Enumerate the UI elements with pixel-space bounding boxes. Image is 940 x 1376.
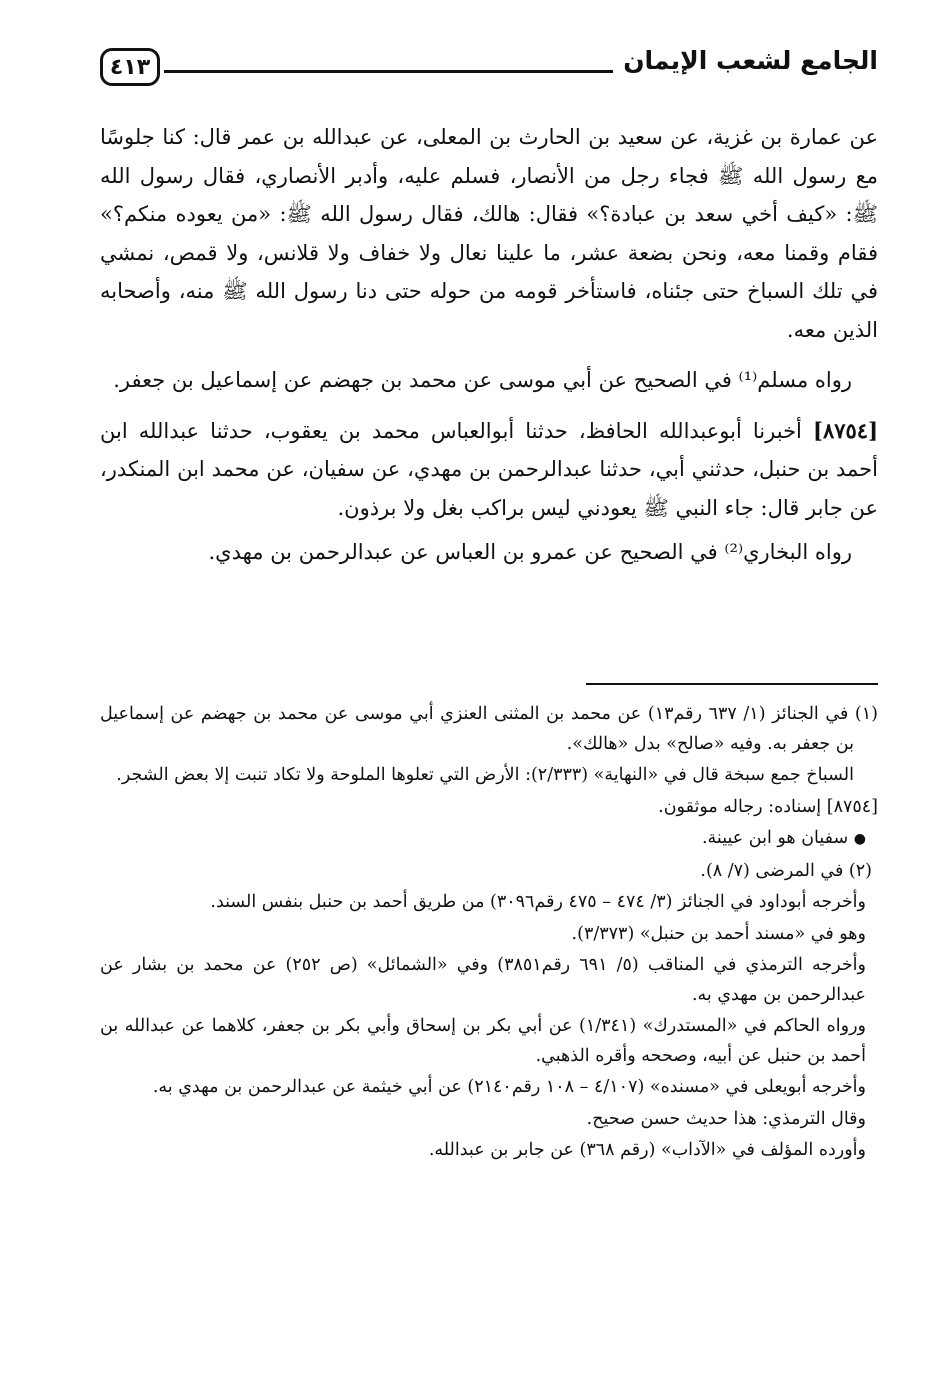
hadith-number: [٨٧٥٤] <box>813 417 878 443</box>
narration-source-paragraph-2: رواه البخاري⁽²⁾ في الصحيح عن عمرو بن العباس عن عبدالرحمن بن مهدي. <box>208 540 852 564</box>
header-rule <box>164 70 678 73</box>
footnote-1: (١) في الجنائز (١/ ٦٣٧ رقم١٣) عن محمد بن المثنى العنزي أبي موسى عن محمد بن جهضم عن إسماعيل بن جعفر به. وفيه «صالح» بدل «هالك». <box>100 704 878 754</box>
hadith-paragraph <box>100 412 878 528</box>
narration-source-paragraph: رواه مسلم⁽¹⁾ في الصحيح عن أبي موسى عن محمد بن جهضم عن إسماعيل بن جعفر. <box>113 368 852 392</box>
bullet-icon: ● <box>853 831 866 847</box>
hadith-body: أخبرنا أبوعبدالله الحافظ، حدثنا أبوالعباس محمد بن يعقوب، حدثنا عبدالله ابن أحمد بن حنبل، حدثني أبي، حدثنا عبدالرحمن بن مهدي، عن سفيان، عن محمد ابن المنكدر، عن جابر قال: جاء النبي ﷺ يعودني ليس براكب بغل ولا برذون. <box>100 418 878 520</box>
footnote-2-line-6: وقال الترمذي: هذا حديث حسن صحيح. <box>586 1108 866 1129</box>
footnotes <box>100 700 878 1168</box>
footnote-separator <box>586 683 878 685</box>
footnote-2-line-2: وهو في «مسند أحمد بن حنبل» (٣/٣٧٣). <box>571 923 866 944</box>
footnote-2-line-4: ورواه الحاكم في «المستدرك» (١/٣٤١) عن أبي بكر بن إسحاق وأبي بكر بن جعفر، كلاهما عن عبدالله بن أحمد بن حنبل عن أبيه، وصححه وأقره الذهبي. <box>100 1016 867 1066</box>
page-number: ٤١٣ <box>100 48 160 86</box>
footnote-2-line-3: وأخرجه الترمذي في المناقب (٥/ ٦٩١ رقم٣٨٥١) وفي «الشمائل» (ص ٢٥٢) عن محمد بن بشار عن عبدالرحمن بن مهدي به. <box>100 955 866 1005</box>
footnote-bullet-text: سفيان هو ابن عيينة. <box>701 828 849 848</box>
main-text <box>100 118 878 584</box>
footnote-isnad: [٨٧٥٤] إسناده: رجاله موثقون. <box>658 796 878 817</box>
footnote-2: (٢) في المرضى (٧/ ٨). <box>700 860 872 881</box>
running-title: الجامع لشعب الإيمان <box>613 46 878 75</box>
footnote-2-line-7: وأورده المؤلف في «الآداب» (رقم ٣٦٨) عن جابر بن عبدالله. <box>428 1140 866 1160</box>
footnote-bullet <box>100 824 878 855</box>
page-header <box>100 44 878 96</box>
hadith-text-paragraph: عن عمارة بن غزية، عن سعيد بن الحارث بن المعلى، عن عبدالله بن عمر قال: كنا جلوسًا مع رسول الله ﷺ فجاء رجل من الأنصار، فسلم عليه، وأدبر الأنصاري، فقال رسول الله ﷺ: «كيف أخي سعد بن عبادة؟» فقال: هالك، فقال رسول الله ﷺ: «من يعوده منكم؟» فقام وقمنا معه، ونحن بضعة عشر، ما علينا نعال ولا خفاف ولا قلانس، ولا قمص، نمشي في تلك السباخ حتى جئناه، فاستأخر قومه من حوله حتى دنا رسول الله ﷺ منه، وأصحابه الذين معه. <box>100 125 878 342</box>
footnote-2-line-1: وأخرجه أبوداود في الجنائز (٣/ ٤٧٤ – ٤٧٥ رقم٣٠٩٦) من طريق أحمد بن حنبل بنفس السند. <box>210 892 866 912</box>
footnote-2-line-5: وأخرجه أبويعلى في «مسنده» (٤/١٠٧ – ١٠٨ رقم٢١٤٠) عن أبي خيثمة عن عبدالرحمن بن مهدي به. <box>152 1077 866 1097</box>
footnote-1-note: السباخ جمع سبخة قال في «النهاية» (٢/٣٣٣): الأرض التي تعلوها الملوحة ولا تكاد تنبت إلا بعض الشجر. <box>116 765 854 785</box>
